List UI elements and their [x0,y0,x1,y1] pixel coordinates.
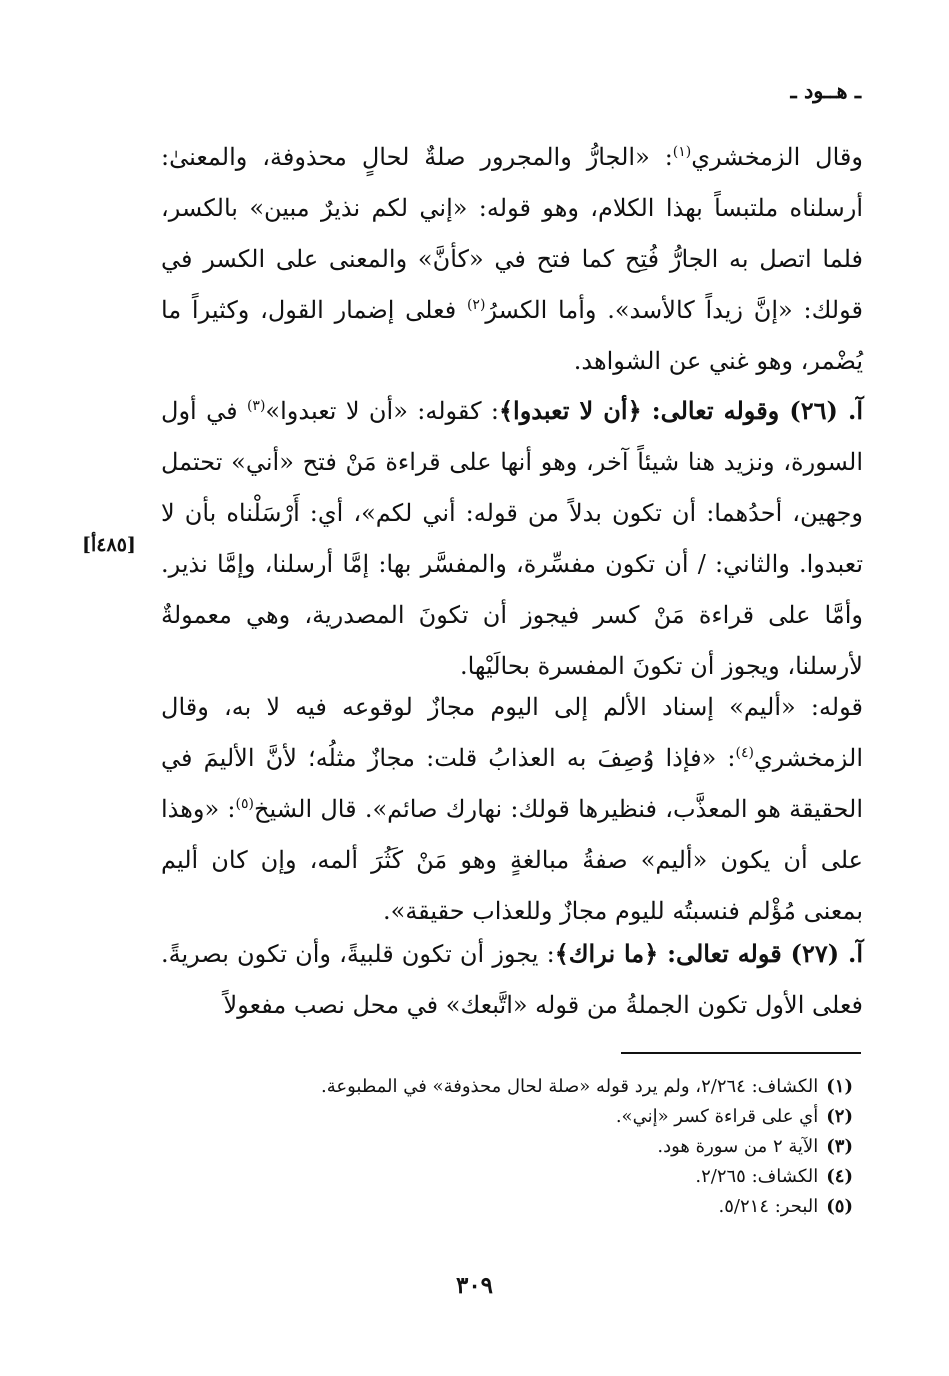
paragraph-verse-26 [161,385,863,692]
footnote-text: أي على قراءة كسر «إني». [615,1106,819,1127]
footnote-text: البحر: ٥/٢١٤. [718,1196,819,1217]
paragraph-zamakhshari-quote [161,132,863,387]
paragraph-text: قوله: «أليم» إسناد الألم إلى اليوم مجازٌ لوقوعه فيه لا به، وقال الزمخشري [161,693,863,772]
paragraph-text: : «فإذا وُصِفَ به العذابُ قلت: مجازٌ مثلُه؛ لأنَّ الأليمَ في الحقيقة هو المعذَّب، فنظيرها قولك: نهارك صائم». قال الشيخ [161,744,863,823]
paragraph-text: : «الجارُّ والمجرور صلةٌ لحالٍ محذوفة، والمعنىٰ: أرسلناه ملتبساً بهذا الكلام، وهو قوله: «إني لكم نذيرٌ مبين» بالكسر، فلما اتصل به الجارُّ فُتِح كما فتح في «كأنَّ» والمعنى على الكسر في قولك: «إنَّ زيداً كالأسد». وأما الكسرُ [161,143,863,324]
footnote-ref: (٢) [466,297,486,313]
paragraph-alim [161,682,863,937]
footnote-item [213,1132,853,1162]
footnote-text: الكشاف: ٢/٢٦٥. [695,1166,819,1187]
paragraph-text: وقال الزمخشري [691,143,863,171]
running-header: ـ هــود ـ [790,78,861,103]
paragraph-text: في أول السورة، ونزيد هنا شيئاً آخر، وهو أنها على قراءة مَنْ فتح «أني» تحتمل وجهين، أحدُهما: أن تكون بدلاً من قوله: أني لكم»، أي: أَرْسَلْناه بأن لا تعبدوا. والثاني: / أن تكون مفسِّرة، والمفسَّر بها: إمَّا أرسلنا، وإمَّا نذير. وأمَّا على قراءة مَنْ كسر فيجوز أن تكونَ المصدرية، وهي معمولةٌ لأرسلنا، ويجوز أن تكونَ المفسرة بحالَيْها. [161,397,863,680]
footnote-ref: (٤) [735,745,754,761]
footnote-number: (٤) [826,1166,853,1187]
footnote-item [213,1162,853,1192]
paragraph-text: : يجوز أن تكون قلبيةً، وأن تكون بصريةً. فعلى الأول تكون الجملةُ من قوله «اتَّبعك» في محل نصب مفعولاً [161,940,863,1019]
footnote-item [213,1102,853,1132]
footnote-number: (٣) [826,1136,853,1157]
footnote-number: (٢) [826,1106,853,1127]
page-number: ٣٠٩ [455,1272,494,1299]
footnote-item [213,1072,853,1102]
paragraph-text: : كقوله: «أن لا تعبدوا» [265,397,499,425]
footnote-ref: (٣) [246,398,266,414]
footnote-ref: (١) [672,144,692,160]
paragraph-text: فعلى إضمار القول، وكثيراً ما يُضْمر، وهو غني عن الشواهد. [161,296,863,375]
footnote-text: الآية ٢ من سورة هود. [657,1136,819,1157]
footnote-text: الكشاف: ٢/٢٦٤، ولم يرد قوله «صلة لحال محذوفة» في المطبوعة. [321,1076,819,1097]
manuscript-folio-marker: [٤٨٥أ] [82,534,136,556]
paragraph-text: : «وهذا على أن يكون «أليم» صفةُ مبالغةٍ وهو مَنْ كَثُرَ ألمه، وإن كان أليم بمعنى مُؤْلم فنسبتُه لليوم مجازٌ وللعذاب حقيقة». [161,795,863,925]
footnote-ref: (٥) [235,796,254,812]
paragraph-verse-27 [161,928,863,1031]
footnote-divider [621,1052,861,1054]
verse-heading: آ. (٢٧) قوله تعالى: ﴿ما نراك﴾ [554,939,863,968]
footnote-number: (٥) [826,1196,853,1217]
verse-heading: آ. (٢٦) وقوله تعالى: ﴿أن لا تعبدوا﴾ [498,396,863,425]
footnotes-list [213,1072,853,1222]
footnote-item [213,1192,853,1222]
footnote-number: (١) [826,1076,853,1097]
